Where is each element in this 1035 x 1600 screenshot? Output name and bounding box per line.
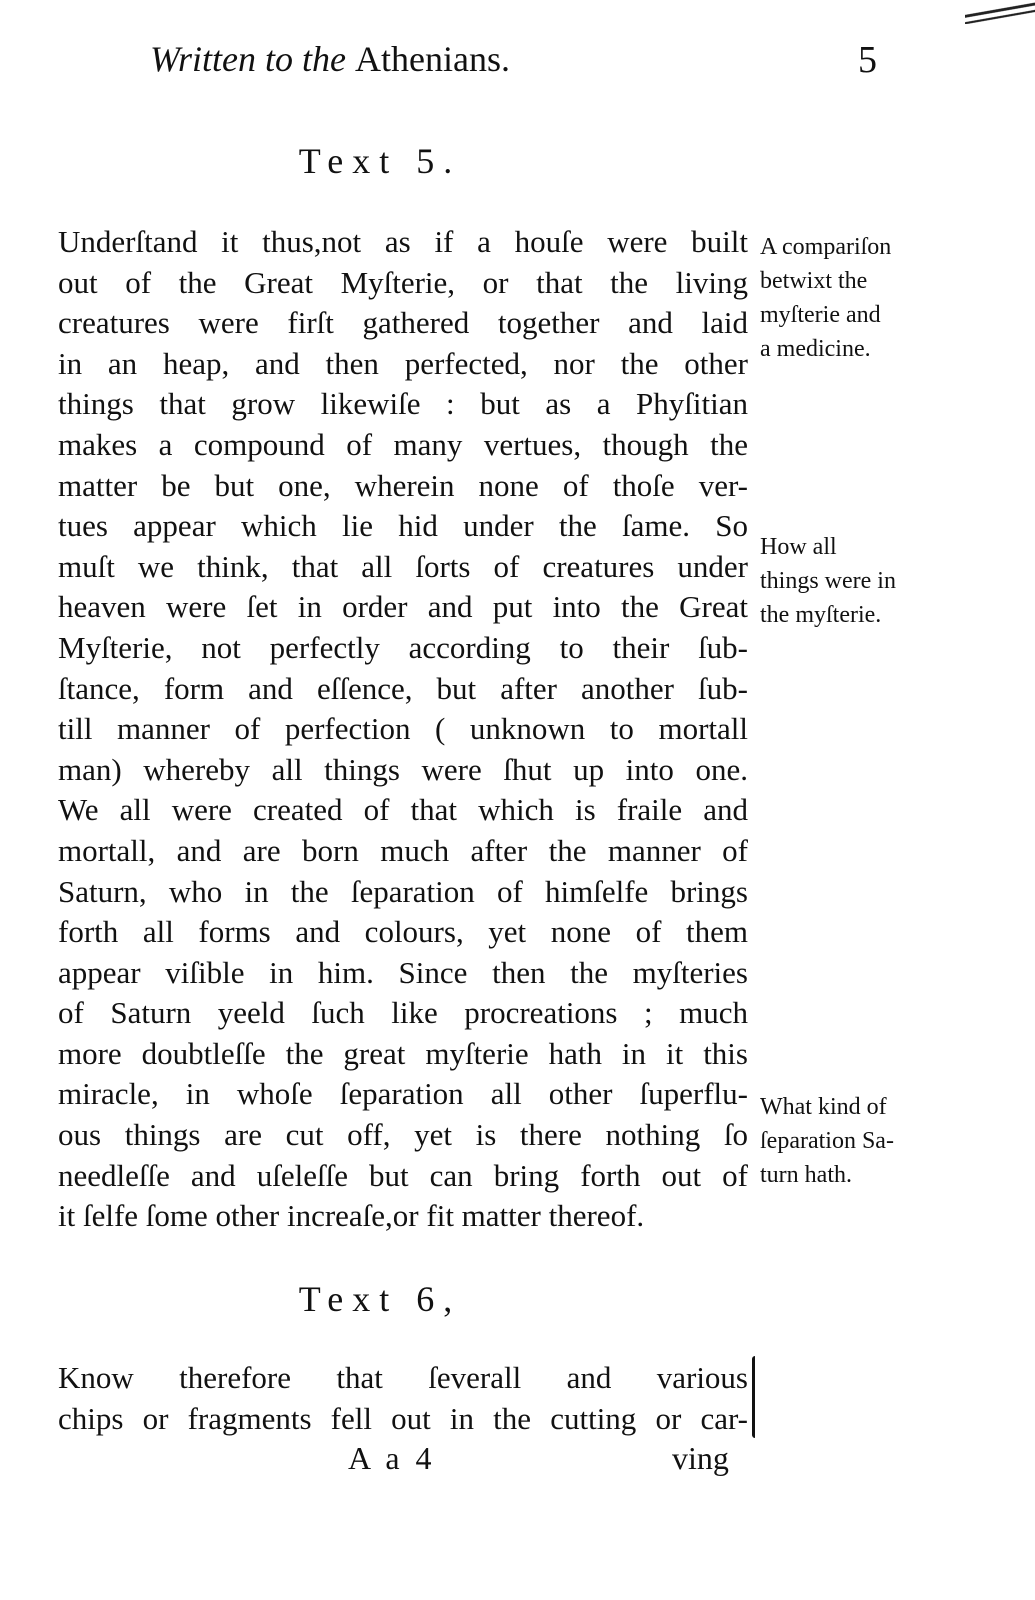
text-line: in an heap, and then perfected, nor the other bbox=[58, 345, 748, 381]
running-head-italic: Written to the bbox=[150, 39, 346, 79]
catchword: ving bbox=[672, 1440, 729, 1476]
note-line: turn hath. bbox=[760, 1162, 852, 1188]
bracket-mark bbox=[752, 1356, 761, 1438]
note-line: myſterie and bbox=[760, 302, 881, 328]
note-line: A compariſon bbox=[760, 234, 892, 260]
text-line: Know therefore that ſeverall and various bbox=[58, 1360, 748, 1395]
text-line: makes a compound of many vertues, though the bbox=[58, 426, 748, 462]
marginal-note-how-all-things bbox=[760, 530, 950, 632]
text-line: chips or fragments fell out in the cutting or car- bbox=[58, 1400, 748, 1436]
text-line: creatures were firſt gathered together and laid bbox=[58, 305, 748, 341]
text-line: of Saturn yeeld ſuch like procreations ; much bbox=[58, 995, 748, 1031]
section-heading-text-5: Text 5. bbox=[298, 141, 462, 181]
text-line: Myſterie, not perfectly according to their ſub- bbox=[58, 629, 748, 665]
text-line: it ſelfe ſome other increaſe,or fit matter thereof. bbox=[58, 1198, 645, 1234]
marginal-note-comparison bbox=[760, 230, 950, 366]
text-line: till manner of perfection ( unknown to mortall bbox=[58, 711, 748, 747]
text-line: Saturn, who in the ſeparation of himſelfe brings bbox=[58, 873, 748, 909]
running-head bbox=[150, 38, 510, 80]
text-line: We all were created of that which is fraile and bbox=[58, 792, 748, 828]
note-line: ſeparation Sa- bbox=[760, 1128, 894, 1154]
text-line: man) whereby all things were ſhut up into one. bbox=[58, 751, 748, 787]
text-line: appear viſible in him. Since then the myſteries bbox=[58, 954, 748, 990]
signature-mark: A a 4 bbox=[348, 1440, 436, 1476]
page-edge-mark bbox=[965, 0, 1035, 24]
text-line: more doubtleſſe the great myſterie hath in it this bbox=[58, 1035, 748, 1071]
note-line: the myſterie. bbox=[760, 602, 882, 628]
text-line: tues appear which lie hid under the ſame. So bbox=[58, 508, 748, 544]
paragraph-text-5 bbox=[58, 222, 748, 1237]
text-line: Underſtand it thus,not as if a houſe were built bbox=[58, 224, 748, 259]
text-line: muſt we think, that all ſorts of creatures under bbox=[58, 548, 748, 584]
paragraph-text-6 bbox=[58, 1358, 748, 1439]
text-line: matter be but one, wherein none of thoſe ver- bbox=[58, 467, 748, 503]
text-line: out of the Great Myſterie, or that the living bbox=[58, 264, 748, 300]
page-number: 5 bbox=[858, 39, 877, 81]
note-line: a medicine. bbox=[760, 336, 871, 362]
text-line: things that grow likewiſe : but as a Phyſitian bbox=[58, 386, 748, 422]
text-line: miracle, in whoſe ſeparation all other ſuperflu- bbox=[58, 1076, 748, 1112]
note-line: What kind of bbox=[760, 1094, 887, 1120]
note-line: things were in bbox=[760, 568, 896, 594]
note-line: betwixt the bbox=[760, 268, 868, 294]
running-head-roman: Athenians. bbox=[354, 39, 510, 79]
note-line: How all bbox=[760, 534, 837, 560]
text-line: ſtance, form and eſſence, but after another ſub- bbox=[58, 670, 748, 706]
marginal-note-separation bbox=[760, 1090, 950, 1192]
section-heading-text-6: Text 6, bbox=[298, 1279, 462, 1319]
text-line: forth all forms and colours, yet none of them bbox=[58, 914, 748, 950]
text-line: needleſſe and uſeleſſe but can bring forth out of bbox=[58, 1157, 748, 1193]
text-line: mortall, and are born much after the manner of bbox=[58, 832, 748, 868]
text-line: heaven were ſet in order and put into the Great bbox=[58, 589, 748, 625]
text-line: ous things are cut off, yet is there nothing ſo bbox=[58, 1117, 748, 1153]
